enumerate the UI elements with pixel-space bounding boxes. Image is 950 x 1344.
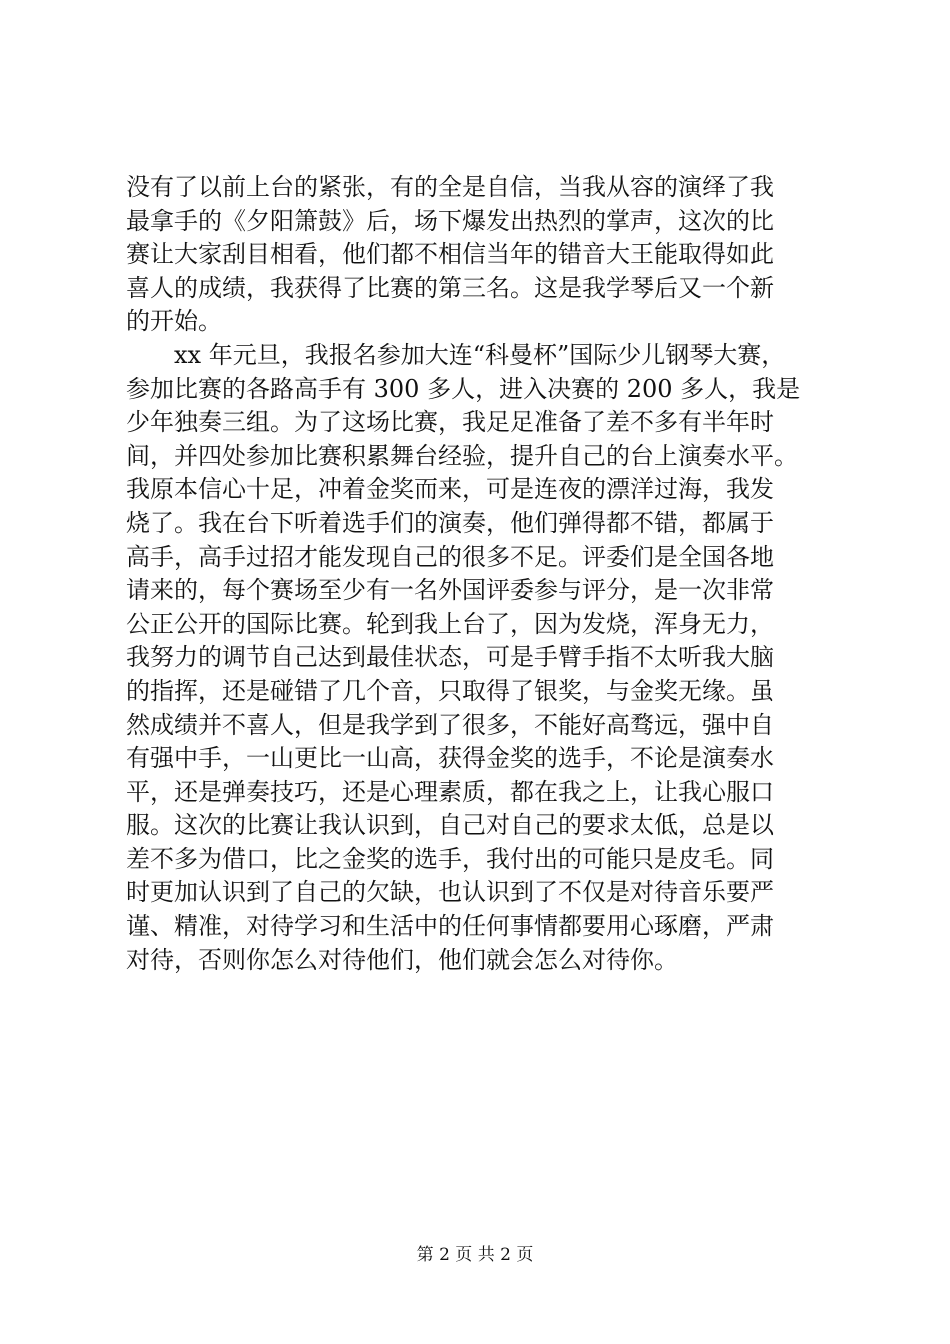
text-line: 的开始。 bbox=[126, 307, 222, 336]
text-line: 时更加认识到了自己的欠缺，也认识到了不仅是对待音乐要严 bbox=[126, 878, 774, 907]
text-line: 喜人的成绩，我获得了比赛的第三名。这是我学琴后又一个新 bbox=[126, 273, 774, 302]
page-number-footer: 第 2 页 共 2 页 bbox=[416, 1245, 534, 1265]
text-line: 然成绩并不喜人，但是我学到了很多，不能好高骛远，强中自 bbox=[126, 710, 774, 739]
document-body bbox=[126, 171, 826, 977]
text-line: 差不多为借口，比之金奖的选手，我付出的可能只是皮毛。同 bbox=[126, 844, 774, 873]
text-line: 少年独奏三组。为了这场比赛，我足足准备了差不多有半年时 bbox=[126, 408, 774, 437]
text-line: 对待，否则你怎么对待他们，他们就会怎么对待你。 bbox=[126, 945, 678, 974]
text-line: 请来的，每个赛场至少有一名外国评委参与评分，是一次非常 bbox=[126, 576, 774, 605]
text-line: 高手，高手过招才能发现自己的很多不足。评委们是全国各地 bbox=[126, 542, 774, 571]
text-line: 公正公开的国际比赛。轮到我上台了，因为发烧，浑身无力， bbox=[126, 609, 774, 638]
text-line: 服。这次的比赛让我认识到，自己对自己的要求太低，总是以 bbox=[126, 811, 774, 840]
text-line: 的指挥，还是碰错了几个音，只取得了银奖，与金奖无缘。虽 bbox=[126, 676, 774, 705]
text-line: 最拿手的《夕阳箫鼓》后，场下爆发出热烈的掌声，这次的比 bbox=[126, 206, 774, 235]
text-line: 参加比赛的各路高手有 300 多人，进入决赛的 200 多人，我是 bbox=[126, 374, 801, 403]
text-line: 平，还是弹奏技巧，还是心理素质，都在我之上，让我心服口 bbox=[126, 777, 774, 806]
text-line: 烧了。我在台下听着选手们的演奏，他们弹得都不错，都属于 bbox=[126, 508, 774, 537]
paragraph-start-line: xx 年元旦，我报名参加大连“科曼杯”国际少儿钢琴大赛， bbox=[174, 340, 786, 369]
text-line: 赛让大家刮目相看，他们都不相信当年的错音大王能取得如此 bbox=[126, 240, 774, 269]
text-line: 我原本信心十足，冲着金奖而来，可是连夜的漂洋过海，我发 bbox=[126, 475, 774, 504]
text-line: 有强中手，一山更比一山高，获得金奖的选手，不论是演奏水 bbox=[126, 744, 774, 773]
text-line: 我努力的调节自己达到最佳状态，可是手臂手指不太听我大脑 bbox=[126, 643, 774, 672]
text-line: 没有了以前上台的紧张，有的全是自信，当我从容的演绎了我 bbox=[126, 173, 774, 201]
text-line: 谨、精准，对待学习和生活中的任何事情都要用心琢磨，严肃 bbox=[126, 912, 774, 941]
text-line: 间，并四处参加比赛积累舞台经验，提升自己的台上演奏水平。 bbox=[126, 441, 798, 470]
